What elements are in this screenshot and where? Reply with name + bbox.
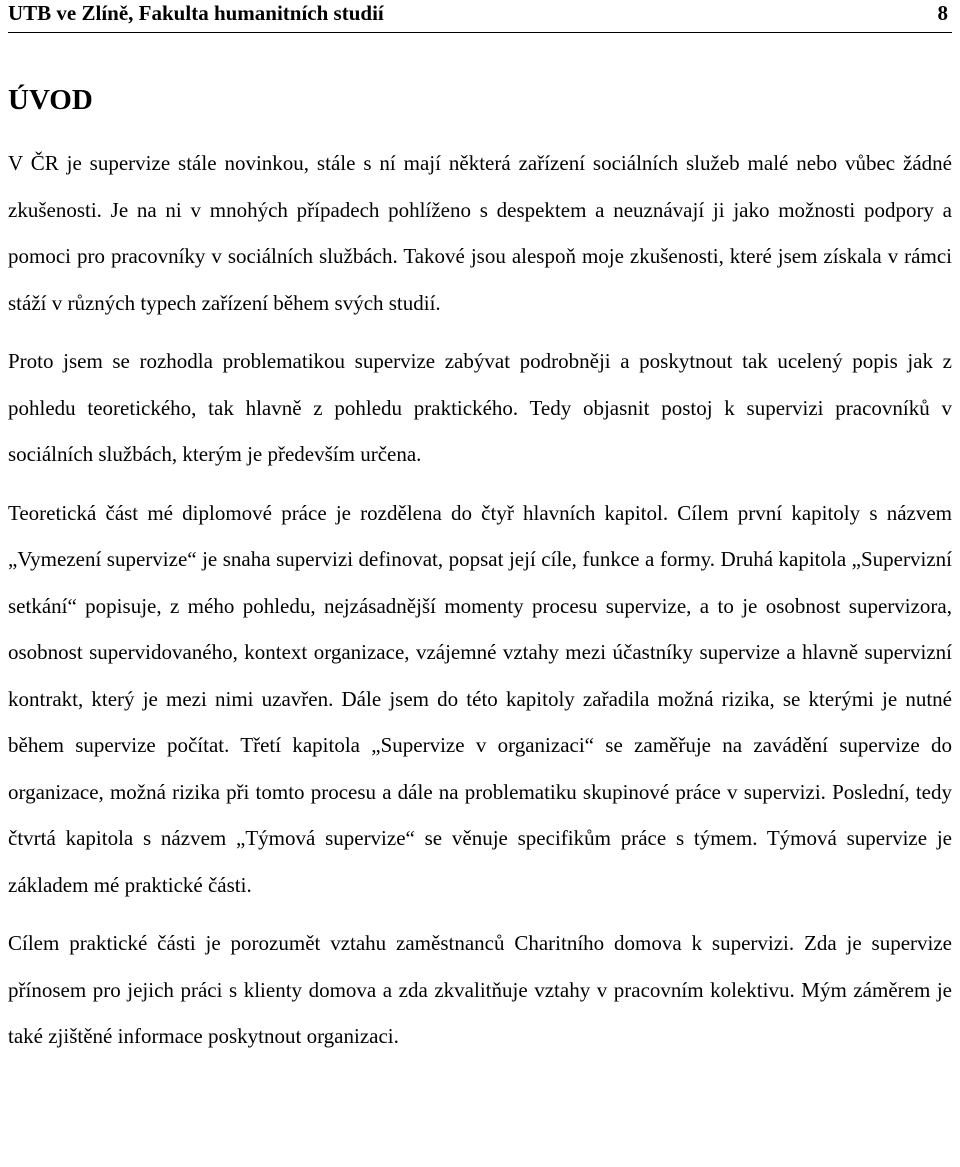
paragraph-motivation: Proto jsem se rozhodla problematikou supervize zabývat podrobněji a poskytnout tak ucelený popis jak z pohledu teoretického, tak hlavně z pohledu praktického. Tedy objasnit postoj k supervizi pracovníků v sociálních službách, kterým je především určena. — [8, 349, 952, 466]
running-header — [8, 0, 952, 33]
document-page — [8, 0, 952, 1167]
chapter-title: ÚVOD — [8, 84, 93, 116]
body-text — [8, 140, 952, 1072]
paragraph-structure: Teoretická část mé diplomové práce je rozdělena do čtyř hlavních kapitol. Cílem první kapitoly s názvem „Vymezení supervize“ je snaha supervizi definovat, popsat její cíle, funkce a formy. Druhá kapitola „Supervizní setkání“ popisuje, z mého pohledu, nejzásadnější momenty procesu supervize, a to je osobnost supervizora, osobnost supervidovaného, kontext organizace, vzájemné vztahy mezi účastníky supervize a hlavně supervizní kontrakt, který je mezi nimi uzavřen. Dále jsem do této kapitoly zařadila možná rizika, se kterými je nutné během supervize počítat. Třetí kapitola „Supervize v organizaci“ se zaměřuje na zavádění supervize do organizace, možná rizika při tomto procesu a dále na problematiku skupinové práce v supervizi. Poslední, tedy čtvrtá kapitola s názvem „Týmová supervize“ se věnuje specifikům práce s týmem. Týmová supervize je základem mé praktické části. — [8, 500, 952, 897]
paragraph-intro: V ČR je supervize stále novinkou, stále s ní mají některá zařízení sociálních služeb malé nebo vůbec žádné zkušenosti. Je na ni v mnohých případech pohlíženo s despektem a neuznávají ji jako možnosti podpory a pomoci pro pracovníky v sociálních službách. Takové jsou alespoň moje zkušenosti, které jsem získala v rámci stáží v různých typech zařízení během svých studií. — [8, 151, 952, 315]
header-title: UTB ve Zlíně, Fakulta humanitních studií — [8, 1, 384, 25]
paragraph-goal: Cílem praktické části je porozumět vztahu zaměstnanců Charitního domova k supervizi. Zda je supervize přínosem pro jejich práci s klienty domova a zda zkvalitňuje vztahy v pracovním kolektivu. Mým záměrem je také zjištěné informace poskytnout organizaci. — [8, 931, 952, 1048]
page-number: 8 — [937, 1, 948, 25]
